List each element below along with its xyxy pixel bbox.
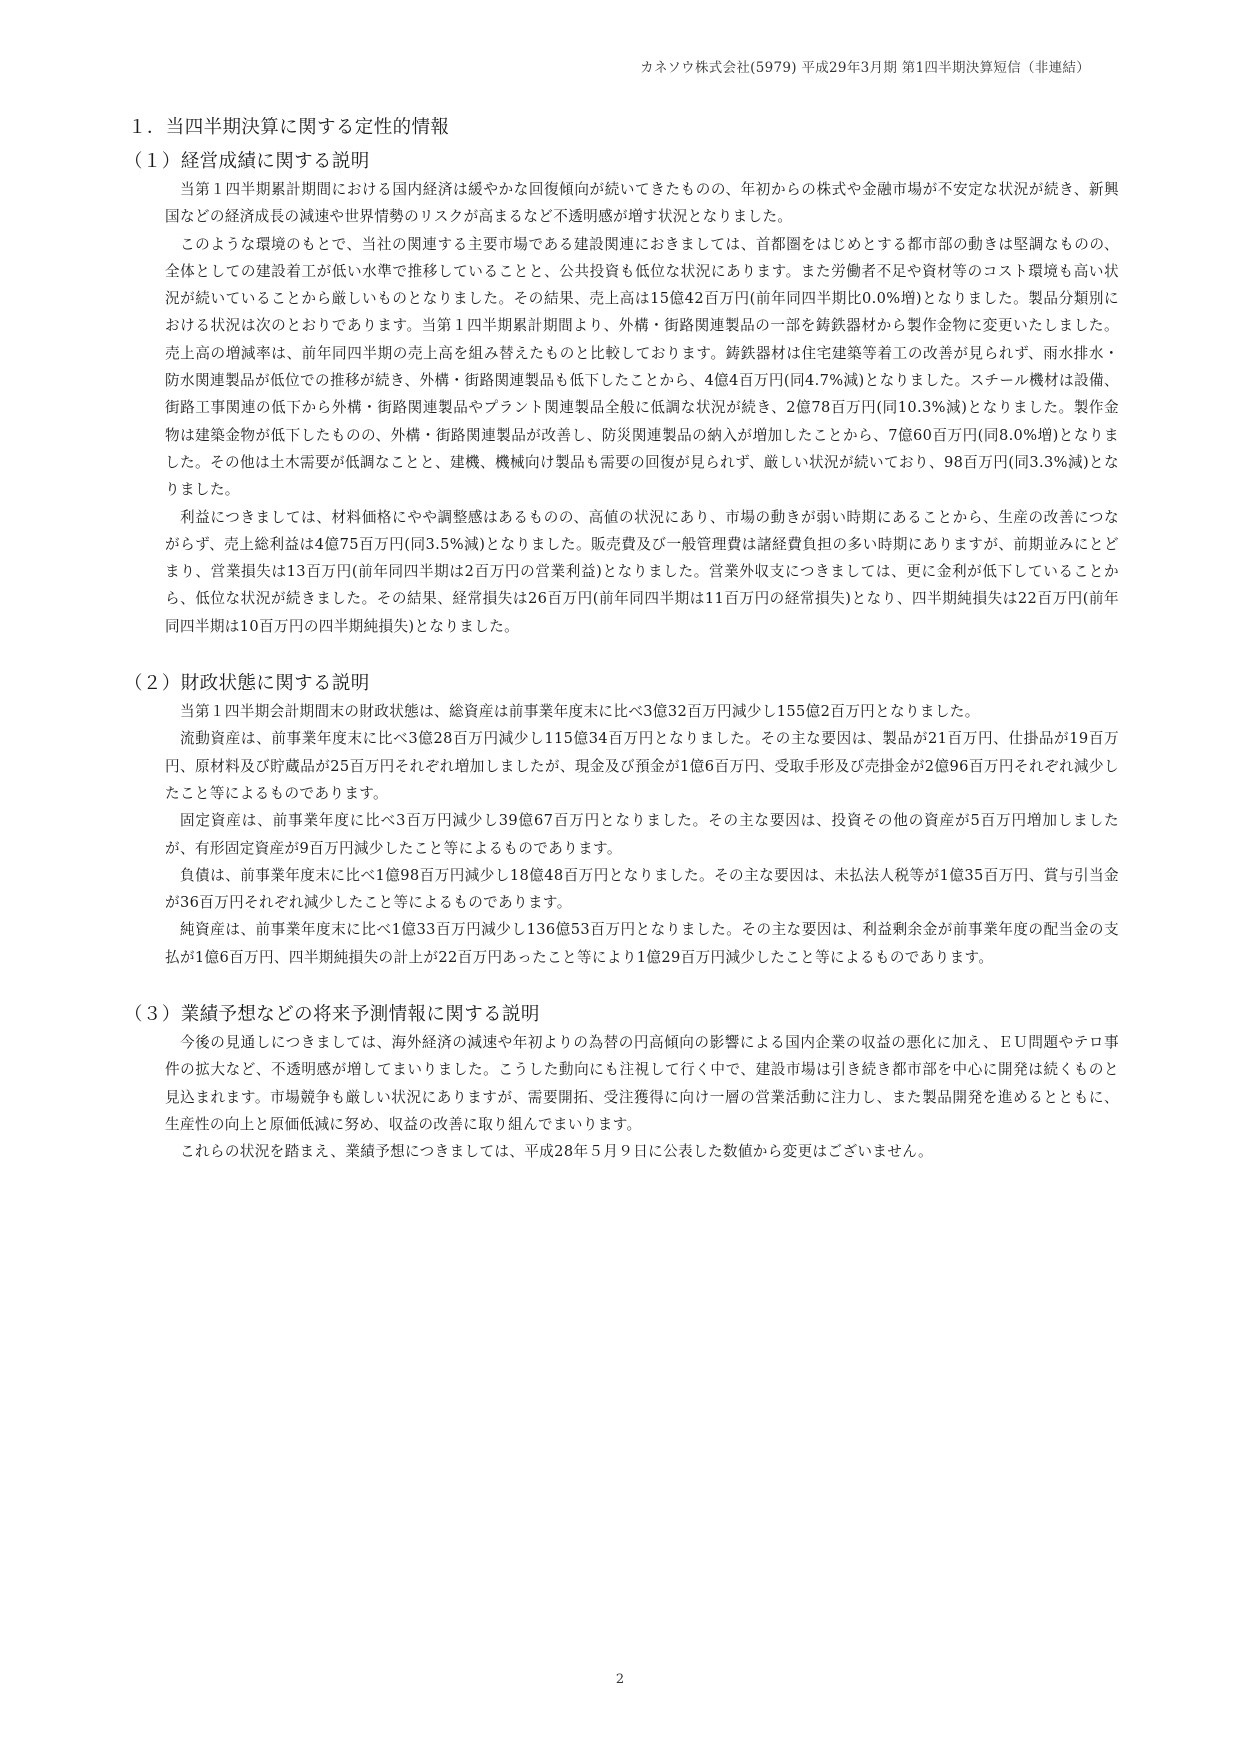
page-number: 2 xyxy=(615,1672,625,1687)
section-gap xyxy=(124,640,1119,670)
section-business-results xyxy=(124,148,1119,640)
section-body xyxy=(124,1029,1119,1165)
paragraph: 負債は、前事業年度末に比べ1億98百万円減少し18億48百万円となりました。その主な要因は、未払法人税等が1億35百万円、賞与引当金が36百万円それぞれ減少したこと等によるものであります。 xyxy=(165,866,1119,912)
page-header: カネソウ株式会社(5979) 平成29年3月期 第1四半期決算短信（非連結） xyxy=(640,60,1090,76)
section-heading: （１）経営成績に関する説明 xyxy=(124,151,370,172)
paragraph: 固定資産は、前事業年度に比べ3百万円減少し39億67百万円となりました。その主な要因は、投資その他の資産が5百万円増加しましたが、有形固定資産が9百万円減少したこと等によるものであります。 xyxy=(165,812,1119,857)
paragraph: 当第１四半期累計期間における国内経済は緩やかな回復傾向が続いてきたものの、年初からの株式や金融市場が不安定な状況が続き、新興国などの経済成長の減速や世界情勢のリスクが高まるなど不透明感が増す状況となりました。 xyxy=(165,181,1119,226)
main-heading: １．当四半期決算に関する定性的情報 xyxy=(128,117,450,138)
section-financial-position xyxy=(124,670,1119,971)
section-forecast xyxy=(124,1001,1119,1165)
page-content xyxy=(124,114,1119,1166)
paragraph: 純資産は、前事業年度末に比べ1億33百万円減少し136億53百万円となりました。その主な要因は、利益剰余金が前事業年度の配当金の支払が1億6百万円、四半期純損失の計上が22百万円あったこと等により1億29百万円減少したこと等によるものであります。 xyxy=(165,921,1119,966)
paragraph: これらの状況を踏まえ、業績予想につきましては、平成28年５月９日に公表した数値から変更はございません。 xyxy=(180,1143,933,1161)
section-gap xyxy=(124,971,1119,1001)
paragraph: 当第１四半期会計期間末の財政状態は、総資産は前事業年度末に比べ3億32百万円減少し155億2百万円となりました。 xyxy=(180,703,980,721)
paragraph: このような環境のもとで、当社の関連する主要市場である建設関連におきましては、首都圏をはじめとする都市部の動きは堅調なものの、全体としての建設着工が低い水準で推移していることと、公共投資も低位な状況にあります。また労働者不足や資材等のコスト環境も高い状況が続いていることから厳しいものとなりました。その結果、売上高は15億42百万円(前年同四半期比0.0%増)となりました。製品分類別における状況は次のとおりであります。当第１四半期累計期間より、外構・街路関連製品の一部を鋳鉄器材から製作金物に変更いたしました。売上高の増減率は、前年同四半期の売上高を組み替えたものと比較しております。鋳鉄器材は住宅建築等着工の改善が見られず、雨水排水・防水関連製品が低位での推移が続き、外構・街路関連製品も低下したことから、4億4百万円(同4.7%減)となりました。スチール機材は設備、街路工事関連の低下から外構・街路関連製品やプラント関連製品全般に低調な状況が続き、2億78百万円(同10.3%減)となりました。製作金物は建築金物が低下したものの、外構・街路関連製品が改善し、防災関連製品の納入が増加したことから、7億60百万円(同8.0%増)となりました。その他は土木需要が低調なことと、建機、機械向け製品も需要の回復が見られず、厳しい状況が続いており、98百万円(同3.3%減)となりました。 xyxy=(165,235,1119,499)
paragraph: 流動資産は、前事業年度末に比べ3億28百万円減少し115億34百万円となりました。その主な要因は、製品が21百万円、仕掛品が19百万円、原材料及び貯蔵品が25百万円それぞれ増加しましたが、現金及び預金が1億6百万円、受取手形及び売掛金が2億96百万円それぞれ減少したこと等によるものであります。 xyxy=(165,730,1119,802)
paragraph: 今後の見通しにつきましては、海外経済の減速や年初よりの為替の円高傾向の影響による国内企業の収益の悪化に加え、ＥＵ問題やテロ事件の拡大など、不透明感が増してまいりました。こうした動向にも注視して行く中で、建設市場は引き続き都市部を中心に開発は続くものと見込まれます。市場競争も厳しい状況にありますが、需要開拓、受注獲得に向け一層の営業活動に注力し、また製品開発を進めるとともに、生産性の向上と原価低減に努め、収益の改善に取り組んでまいります。 xyxy=(165,1034,1119,1133)
section-body xyxy=(124,176,1119,640)
paragraph: 利益につきましては、材料価格にやや調整感はあるものの、高値の状況にあり、市場の動きが弱い時期にあることから、生産の改善につながらず、売上総利益は4億75百万円(同3.5%減)となりました。販売費及び一般管理費は諸経費負担の多い時期にありますが、前期並みにとどまり、営業損失は13百万円(前年同四半期は2百万円の営業利益)となりました。営業外収支につきましては、更に金利が低下していることから、低位な状況が続きました。その結果、経常損失は26百万円(前年同四半期は11百万円の経常損失)となり、四半期純損失は22百万円(前年同四半期は10百万円の四半期純損失)となりました。 xyxy=(165,508,1119,635)
section-heading: （３）業績予想などの将来予測情報に関する説明 xyxy=(124,1004,540,1026)
section-heading: （２）財政状態に関する説明 xyxy=(124,673,370,695)
section-body xyxy=(124,698,1119,971)
